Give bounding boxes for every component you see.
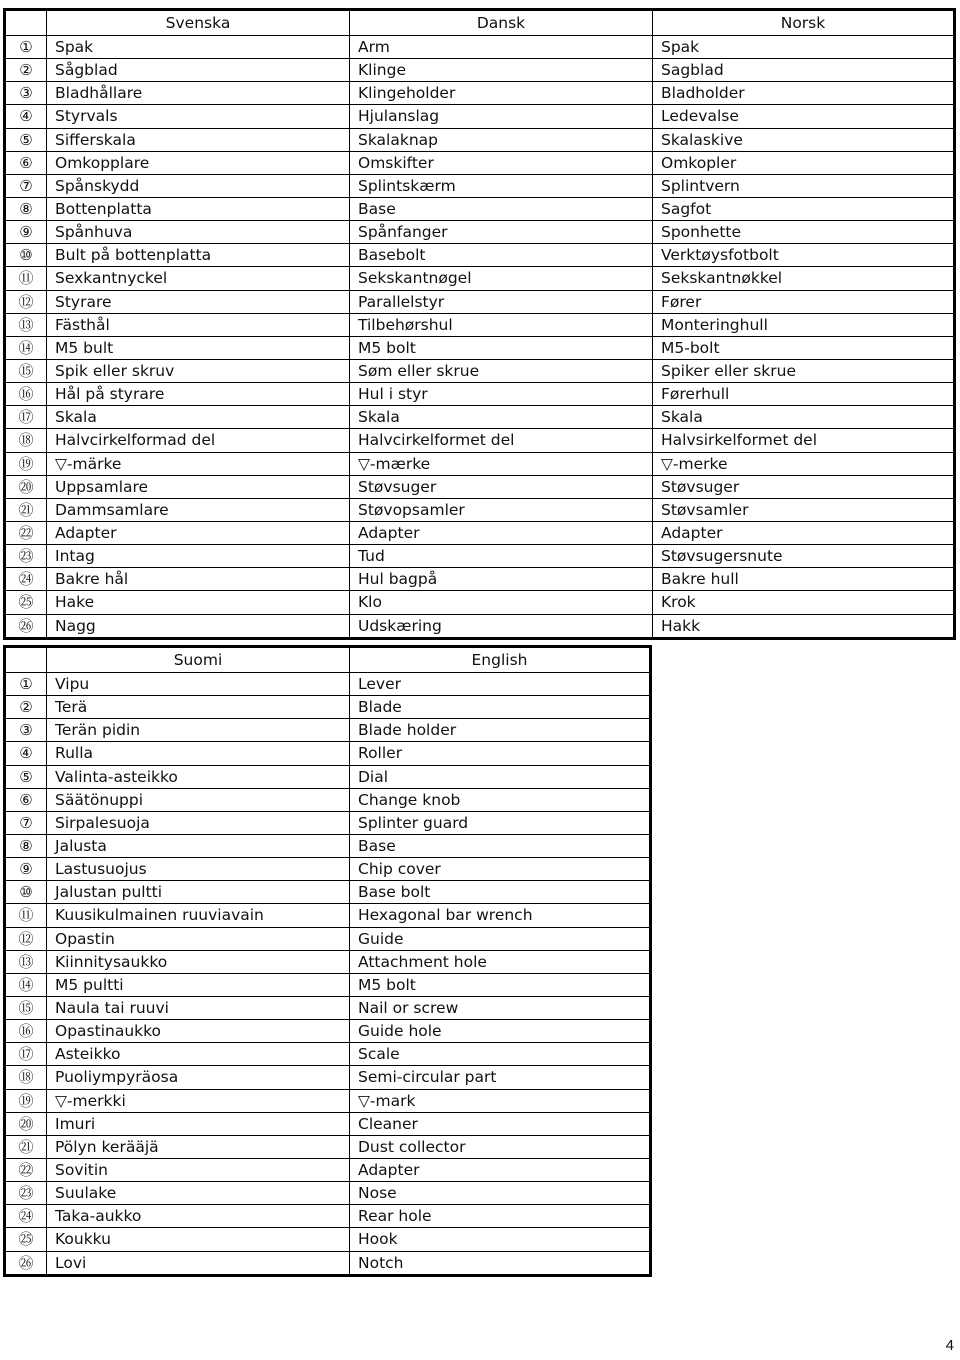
table-row bbox=[5, 221, 955, 244]
suomi-cell: Opastin bbox=[47, 927, 350, 950]
norsk-cell: Krok bbox=[653, 591, 955, 614]
suomi-cell: Opastinaukko bbox=[47, 1020, 350, 1043]
part-number-cell: ⑫ bbox=[5, 927, 47, 950]
header-dansk: Dansk bbox=[350, 10, 653, 36]
dansk-cell: Base bbox=[350, 197, 653, 220]
english-cell: Base bbox=[350, 834, 651, 857]
part-number-cell: ㉔ bbox=[5, 1205, 47, 1228]
header-suomi: Suomi bbox=[47, 647, 350, 673]
norsk-cell: Omkopler bbox=[653, 151, 955, 174]
table-row bbox=[5, 545, 955, 568]
table-row bbox=[5, 1251, 651, 1275]
norsk-cell: Adapter bbox=[653, 521, 955, 544]
header-row bbox=[5, 647, 651, 673]
svenska-cell: Dammsamlare bbox=[47, 498, 350, 521]
suomi-cell: Rulla bbox=[47, 742, 350, 765]
dansk-cell: Spånfanger bbox=[350, 221, 653, 244]
table-row bbox=[5, 36, 955, 59]
english-cell: Nail or screw bbox=[350, 996, 651, 1019]
table-body bbox=[5, 36, 955, 639]
part-number-cell: ㉓ bbox=[5, 545, 47, 568]
english-cell: ▽-mark bbox=[350, 1089, 651, 1112]
table-row bbox=[5, 950, 651, 973]
dansk-cell: Støvsuger bbox=[350, 475, 653, 498]
table-row bbox=[5, 765, 651, 788]
part-number-cell: ① bbox=[5, 673, 47, 696]
table-row bbox=[5, 521, 955, 544]
part-number-cell: ③ bbox=[5, 82, 47, 105]
table-row bbox=[5, 1020, 651, 1043]
dansk-cell: Tud bbox=[350, 545, 653, 568]
suomi-cell: Koukku bbox=[47, 1228, 350, 1251]
part-number-cell: ㉓ bbox=[5, 1182, 47, 1205]
part-number-cell: ⑳ bbox=[5, 1112, 47, 1135]
english-cell: Rear hole bbox=[350, 1205, 651, 1228]
english-cell: Chip cover bbox=[350, 858, 651, 881]
suomi-cell: Lovi bbox=[47, 1251, 350, 1275]
part-number-cell: ㉔ bbox=[5, 568, 47, 591]
english-cell: Notch bbox=[350, 1251, 651, 1275]
part-number-cell: ㉒ bbox=[5, 521, 47, 544]
dansk-cell: Adapter bbox=[350, 521, 653, 544]
header-row bbox=[5, 10, 955, 36]
dansk-cell: Parallelstyr bbox=[350, 290, 653, 313]
dansk-cell: Hul bagpå bbox=[350, 568, 653, 591]
parts-table-finnish-english bbox=[3, 645, 652, 1277]
norsk-cell: M5-bolt bbox=[653, 336, 955, 359]
english-cell: Guide bbox=[350, 927, 651, 950]
english-cell: M5 bolt bbox=[350, 973, 651, 996]
suomi-cell: Pölyn kerääjä bbox=[47, 1135, 350, 1158]
part-number-cell: ④ bbox=[5, 105, 47, 128]
part-number-cell: ⑱ bbox=[5, 429, 47, 452]
table-row bbox=[5, 151, 955, 174]
english-cell: Adapter bbox=[350, 1158, 651, 1181]
table-row bbox=[5, 811, 651, 834]
part-number-cell: ⑪ bbox=[5, 267, 47, 290]
norsk-cell: Hakk bbox=[653, 614, 955, 638]
dansk-cell: Splintskærm bbox=[350, 174, 653, 197]
table-row bbox=[5, 267, 955, 290]
part-number-cell: ② bbox=[5, 696, 47, 719]
suomi-cell: Jalustan pultti bbox=[47, 881, 350, 904]
svenska-cell: Bladhållare bbox=[47, 82, 350, 105]
english-cell: Guide hole bbox=[350, 1020, 651, 1043]
norsk-cell: Skalaskive bbox=[653, 128, 955, 151]
table-row bbox=[5, 696, 651, 719]
norsk-cell: Halvsirkelformet del bbox=[653, 429, 955, 452]
english-cell: Splinter guard bbox=[350, 811, 651, 834]
suomi-cell: Sirpalesuoja bbox=[47, 811, 350, 834]
dansk-cell: Hul i styr bbox=[350, 383, 653, 406]
english-cell: Roller bbox=[350, 742, 651, 765]
table-row bbox=[5, 452, 955, 475]
table-row bbox=[5, 719, 651, 742]
table-row bbox=[5, 128, 955, 151]
header-number bbox=[5, 10, 47, 36]
table-row bbox=[5, 1205, 651, 1228]
table-row bbox=[5, 1158, 651, 1181]
norsk-cell: Spak bbox=[653, 36, 955, 59]
english-cell: Blade bbox=[350, 696, 651, 719]
part-number-cell: ② bbox=[5, 59, 47, 82]
table-row bbox=[5, 1043, 651, 1066]
suomi-cell: Kiinnitysaukko bbox=[47, 950, 350, 973]
part-number-cell: ③ bbox=[5, 719, 47, 742]
norsk-cell: Ledevalse bbox=[653, 105, 955, 128]
svenska-cell: Styrare bbox=[47, 290, 350, 313]
table-row bbox=[5, 359, 955, 382]
english-cell: Dust collector bbox=[350, 1135, 651, 1158]
header-english: English bbox=[350, 647, 651, 673]
suomi-cell: Puoliympyräosa bbox=[47, 1066, 350, 1089]
svenska-cell: Omkopplare bbox=[47, 151, 350, 174]
dansk-cell: Klo bbox=[350, 591, 653, 614]
part-number-cell: ⑩ bbox=[5, 244, 47, 267]
table-row bbox=[5, 996, 651, 1019]
english-cell: Scale bbox=[350, 1043, 651, 1066]
norsk-cell: Støvsuger bbox=[653, 475, 955, 498]
svenska-cell: Sexkantnyckel bbox=[47, 267, 350, 290]
part-number-cell: ⑰ bbox=[5, 1043, 47, 1066]
dansk-cell: Sekskantnøgel bbox=[350, 267, 653, 290]
table-row bbox=[5, 673, 651, 696]
svenska-cell: Sifferskala bbox=[47, 128, 350, 151]
suomi-cell: Jalusta bbox=[47, 834, 350, 857]
part-number-cell: ㉒ bbox=[5, 1158, 47, 1181]
part-number-cell: ⑳ bbox=[5, 475, 47, 498]
part-number-cell: ④ bbox=[5, 742, 47, 765]
part-number-cell: ⑤ bbox=[5, 128, 47, 151]
norsk-cell: Fører bbox=[653, 290, 955, 313]
english-cell: Hook bbox=[350, 1228, 651, 1251]
dansk-cell: Omskifter bbox=[350, 151, 653, 174]
part-number-cell: ⑰ bbox=[5, 406, 47, 429]
english-cell: Blade holder bbox=[350, 719, 651, 742]
dansk-cell: Støvopsamler bbox=[350, 498, 653, 521]
table-row bbox=[5, 1182, 651, 1205]
english-cell: Nose bbox=[350, 1182, 651, 1205]
svenska-cell: Styrvals bbox=[47, 105, 350, 128]
dansk-cell: Halvcirkelformet del bbox=[350, 429, 653, 452]
svenska-cell: Bottenplatta bbox=[47, 197, 350, 220]
part-number-cell: ⑲ bbox=[5, 1089, 47, 1112]
part-number-cell: ⑯ bbox=[5, 1020, 47, 1043]
dansk-cell: Klinge bbox=[350, 59, 653, 82]
part-number-cell: ⑫ bbox=[5, 290, 47, 313]
suomi-cell: Lastusuojus bbox=[47, 858, 350, 881]
dansk-cell: Arm bbox=[350, 36, 653, 59]
table-row bbox=[5, 858, 651, 881]
table-row bbox=[5, 591, 955, 614]
norsk-cell: Monteringhull bbox=[653, 313, 955, 336]
part-number-cell: ⑲ bbox=[5, 452, 47, 475]
norsk-cell: Sponhette bbox=[653, 221, 955, 244]
table-row bbox=[5, 1135, 651, 1158]
table-row bbox=[5, 973, 651, 996]
table-row bbox=[5, 383, 955, 406]
svenska-cell: Hål på styrare bbox=[47, 383, 350, 406]
norsk-cell: Sagfot bbox=[653, 197, 955, 220]
english-cell: Hexagonal bar wrench bbox=[350, 904, 651, 927]
dansk-cell: Basebolt bbox=[350, 244, 653, 267]
norsk-cell: Bladholder bbox=[653, 82, 955, 105]
svenska-cell: Halvcirkelformad del bbox=[47, 429, 350, 452]
table-row bbox=[5, 568, 955, 591]
suomi-cell: Sovitin bbox=[47, 1158, 350, 1181]
suomi-cell: M5 pultti bbox=[47, 973, 350, 996]
table-row bbox=[5, 105, 955, 128]
norsk-cell: Spiker eller skrue bbox=[653, 359, 955, 382]
table-row bbox=[5, 1066, 651, 1089]
svenska-cell: Sågblad bbox=[47, 59, 350, 82]
part-number-cell: ⑤ bbox=[5, 765, 47, 788]
norsk-cell: Støvsamler bbox=[653, 498, 955, 521]
table-row bbox=[5, 881, 651, 904]
svenska-cell: Bult på bottenplatta bbox=[47, 244, 350, 267]
svenska-cell: Spak bbox=[47, 36, 350, 59]
part-number-cell: ⑨ bbox=[5, 858, 47, 881]
table-row bbox=[5, 904, 651, 927]
part-number-cell: ⑮ bbox=[5, 359, 47, 382]
dansk-cell: Søm eller skrue bbox=[350, 359, 653, 382]
table-row bbox=[5, 1112, 651, 1135]
table-row bbox=[5, 614, 955, 638]
suomi-cell: Terä bbox=[47, 696, 350, 719]
table-row bbox=[5, 742, 651, 765]
dansk-cell: Udskæring bbox=[350, 614, 653, 638]
table-row bbox=[5, 290, 955, 313]
english-cell: Change knob bbox=[350, 788, 651, 811]
table-row bbox=[5, 82, 955, 105]
part-number-cell: ① bbox=[5, 36, 47, 59]
svenska-cell: ▽-märke bbox=[47, 452, 350, 475]
table-row bbox=[5, 834, 651, 857]
suomi-cell: Kuusikulmainen ruuviavain bbox=[47, 904, 350, 927]
norsk-cell: ▽-merke bbox=[653, 452, 955, 475]
part-number-cell: ⑥ bbox=[5, 788, 47, 811]
part-number-cell: ⑭ bbox=[5, 973, 47, 996]
svenska-cell: Hake bbox=[47, 591, 350, 614]
table-row bbox=[5, 788, 651, 811]
svenska-cell: Bakre hål bbox=[47, 568, 350, 591]
table-row bbox=[5, 406, 955, 429]
part-number-cell: ⑦ bbox=[5, 174, 47, 197]
norsk-cell: Verktøysfotbolt bbox=[653, 244, 955, 267]
table-row bbox=[5, 498, 955, 521]
norsk-cell: Førerhull bbox=[653, 383, 955, 406]
svenska-cell: Spånskydd bbox=[47, 174, 350, 197]
svenska-cell: Nagg bbox=[47, 614, 350, 638]
svenska-cell: Spånhuva bbox=[47, 221, 350, 244]
part-number-cell: ⑥ bbox=[5, 151, 47, 174]
svenska-cell: Skala bbox=[47, 406, 350, 429]
suomi-cell: Suulake bbox=[47, 1182, 350, 1205]
part-number-cell: ⑮ bbox=[5, 996, 47, 1019]
part-number-cell: ⑭ bbox=[5, 336, 47, 359]
dansk-cell: M5 bolt bbox=[350, 336, 653, 359]
part-number-cell: ⑬ bbox=[5, 950, 47, 973]
dansk-cell: Tilbehørshul bbox=[350, 313, 653, 336]
suomi-cell: Taka-aukko bbox=[47, 1205, 350, 1228]
suomi-cell: Terän pidin bbox=[47, 719, 350, 742]
dansk-cell: Skalaknap bbox=[350, 128, 653, 151]
english-cell: Cleaner bbox=[350, 1112, 651, 1135]
table-row bbox=[5, 174, 955, 197]
part-number-cell: ㉕ bbox=[5, 1228, 47, 1251]
table-row bbox=[5, 429, 955, 452]
header-svenska: Svenska bbox=[47, 10, 350, 36]
part-number-cell: ㉑ bbox=[5, 1135, 47, 1158]
part-number-cell: ⑬ bbox=[5, 313, 47, 336]
table-row bbox=[5, 927, 651, 950]
part-number-cell: ⑩ bbox=[5, 881, 47, 904]
english-cell: Dial bbox=[350, 765, 651, 788]
table-row bbox=[5, 244, 955, 267]
table-row bbox=[5, 475, 955, 498]
parts-table-nordic bbox=[3, 8, 956, 640]
norsk-cell: Splintvern bbox=[653, 174, 955, 197]
svenska-cell: Intag bbox=[47, 545, 350, 568]
table-row bbox=[5, 313, 955, 336]
part-number-cell: ⑱ bbox=[5, 1066, 47, 1089]
part-number-cell: ㉑ bbox=[5, 498, 47, 521]
dansk-cell: Klingeholder bbox=[350, 82, 653, 105]
part-number-cell: ⑯ bbox=[5, 383, 47, 406]
table-row bbox=[5, 1228, 651, 1251]
part-number-cell: ⑨ bbox=[5, 221, 47, 244]
svenska-cell: M5 bult bbox=[47, 336, 350, 359]
norsk-cell: Støvsugersnute bbox=[653, 545, 955, 568]
part-number-cell: ⑧ bbox=[5, 834, 47, 857]
table-row bbox=[5, 336, 955, 359]
dansk-cell: Skala bbox=[350, 406, 653, 429]
norsk-cell: Sagblad bbox=[653, 59, 955, 82]
suomi-cell: Asteikko bbox=[47, 1043, 350, 1066]
suomi-cell: Vipu bbox=[47, 673, 350, 696]
part-number-cell: ㉖ bbox=[5, 1251, 47, 1275]
svenska-cell: Fästhål bbox=[47, 313, 350, 336]
svenska-cell: Spik eller skruv bbox=[47, 359, 350, 382]
suomi-cell: Valinta-asteikko bbox=[47, 765, 350, 788]
svenska-cell: Uppsamlare bbox=[47, 475, 350, 498]
suomi-cell: Säätönuppi bbox=[47, 788, 350, 811]
part-number-cell: ⑪ bbox=[5, 904, 47, 927]
part-number-cell: ⑦ bbox=[5, 811, 47, 834]
english-cell: Lever bbox=[350, 673, 651, 696]
svenska-cell: Adapter bbox=[47, 521, 350, 544]
header-number bbox=[5, 647, 47, 673]
header-norsk: Norsk bbox=[653, 10, 955, 36]
norsk-cell: Bakre hull bbox=[653, 568, 955, 591]
suomi-cell: Imuri bbox=[47, 1112, 350, 1135]
dansk-cell: ▽-mærke bbox=[350, 452, 653, 475]
part-number-cell: ㉕ bbox=[5, 591, 47, 614]
part-number-cell: ㉖ bbox=[5, 614, 47, 638]
english-cell: Base bolt bbox=[350, 881, 651, 904]
norsk-cell: Skala bbox=[653, 406, 955, 429]
table-body bbox=[5, 673, 651, 1276]
english-cell: Attachment hole bbox=[350, 950, 651, 973]
table-row bbox=[5, 59, 955, 82]
english-cell: Semi-circular part bbox=[350, 1066, 651, 1089]
suomi-cell: ▽-merkki bbox=[47, 1089, 350, 1112]
suomi-cell: Naula tai ruuvi bbox=[47, 996, 350, 1019]
dansk-cell: Hjulanslag bbox=[350, 105, 653, 128]
table-row bbox=[5, 1089, 651, 1112]
norsk-cell: Sekskantnøkkel bbox=[653, 267, 955, 290]
part-number-cell: ⑧ bbox=[5, 197, 47, 220]
table-row bbox=[5, 197, 955, 220]
page-number: 4 bbox=[945, 1337, 954, 1354]
